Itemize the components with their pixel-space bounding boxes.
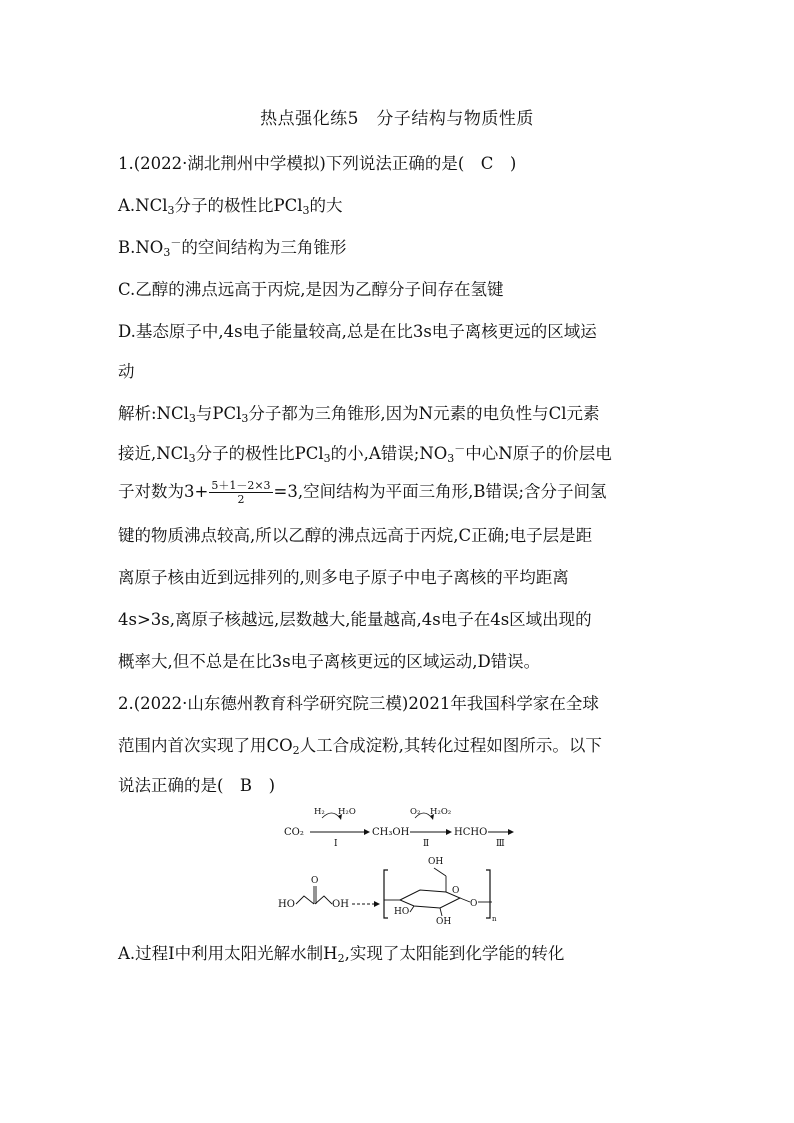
q1-solution-line3 <box>118 478 607 506</box>
bond <box>440 908 442 916</box>
h2o2-label: H₂O₂ <box>430 807 452 817</box>
text: 的空间结构为三角锥形 <box>181 238 347 257</box>
text: B.NO <box>118 238 164 257</box>
text: 与PCl <box>195 404 242 423</box>
q1-option-a <box>118 192 343 217</box>
bond <box>296 896 314 904</box>
q1-option-d-line1: D.基态原子中,4s电子能量较高,总是在比3s电子离核更远的区域运 <box>118 322 597 341</box>
subscript: 3 <box>302 204 310 217</box>
q2-stem-line2 <box>118 732 602 757</box>
q1-option-c: C.乙醇的沸点远高于丙烷,是因为乙醇分子间存在氢键 <box>118 280 504 299</box>
ch3oh-label: CH₃OH <box>372 827 410 838</box>
q2-stem-line1: 2.(2022·山东德州教育科学研究院三模)2021年我国科学家在全球 <box>118 694 599 713</box>
text: 的大 <box>309 196 343 215</box>
arrowhead <box>446 829 452 835</box>
q1-option-d-line2: 动 <box>118 362 135 381</box>
ring-oh-bottom-label: OH <box>436 917 452 925</box>
q1-solution-line1 <box>118 400 600 425</box>
subscript: 2 <box>337 952 345 965</box>
q1-solution-line6: 4s>3s,离原子核越远,层数越大,能量越高,4s电子在4s区域出现的 <box>118 610 592 629</box>
text: 人工合成淀粉,其转化过程如图所示。以下 <box>299 736 602 755</box>
q1-stem: 1.(2022·湖北荆州中学模拟)下列说法正确的是( C ) <box>118 154 517 173</box>
step-1-label: Ⅰ <box>334 839 338 849</box>
ho-label: HO <box>278 899 295 910</box>
text: 分子的极性比PCl <box>174 196 303 215</box>
bond <box>315 896 332 904</box>
subscript: 3 <box>167 204 175 217</box>
ring-o-label: O <box>452 886 460 896</box>
step-2-label: Ⅱ <box>423 839 430 849</box>
step-3-label: Ⅲ <box>496 839 505 849</box>
fraction-numerator: 5＋1－2×3 <box>211 479 271 492</box>
subscript: 3 <box>241 412 249 425</box>
subscript: 3 <box>163 246 171 259</box>
q1-solution-line2 <box>118 440 612 465</box>
ring-ho-label: HO <box>394 907 410 917</box>
subscript: 3 <box>323 452 331 465</box>
superscript: － <box>170 236 182 249</box>
q1-solution-line7: 概率大,但不总是在比3s电子离核更远的区域运动,D错误。 <box>118 652 541 671</box>
left-bracket <box>384 870 388 918</box>
text: 接近,NCl <box>118 444 189 463</box>
link-o-label: O <box>470 899 478 909</box>
h2o-label: H₂O <box>338 807 356 817</box>
subscript: 3 <box>447 452 455 465</box>
arrowhead <box>508 829 514 835</box>
bond <box>460 898 470 902</box>
q2-option-a <box>118 940 564 965</box>
fraction-denominator: 2 <box>237 493 245 506</box>
text: A.NCl <box>118 196 168 215</box>
page-title: 热点强化练5 分子结构与物质性质 <box>260 109 534 129</box>
co2-label: CO₂ <box>284 827 304 838</box>
text: 的小,A错误;NO <box>330 444 448 463</box>
subscript: 3 <box>188 412 196 425</box>
text: 子对数为3+ <box>118 482 209 501</box>
n-subscript-label: n <box>492 915 497 923</box>
arrowhead <box>364 829 370 835</box>
reaction-diagram <box>270 800 530 925</box>
right-bracket <box>486 870 490 918</box>
o2-label: O₂ <box>410 807 421 817</box>
arrowhead <box>374 901 380 907</box>
ring-oh-top-label: OH <box>428 857 444 867</box>
q1-option-b <box>118 234 346 259</box>
subscript: 2 <box>292 744 300 757</box>
h2-label: H₂ <box>314 807 325 817</box>
subscript: 3 <box>188 452 196 465</box>
text: A.过程Ⅰ中利用太阳光解水制H <box>118 944 338 963</box>
bond <box>410 906 414 912</box>
text: =3,空间结构为平面三角形,B错误;含分子间氢 <box>273 482 607 501</box>
oh-label: OH <box>332 899 349 910</box>
text: ,实现了太阳能到化学能的转化 <box>344 944 565 963</box>
text: 分子都为三角锥形,因为N元素的电负性与Cl元素 <box>248 404 600 423</box>
q1-solution-line5: 离原子核由近到远排列的,则多电子原子中电子离核的平均距离 <box>118 568 569 587</box>
hcho-label: HCHO <box>454 827 488 838</box>
superscript: － <box>454 442 466 455</box>
carbonyl-o-label: O <box>311 876 319 886</box>
q1-solution-line4: 键的物质沸点较高,所以乙醇的沸点远高于丙烷,C正确;电子层是距 <box>118 526 593 545</box>
q2-stem-line3: 说法正确的是( B ) <box>118 776 275 795</box>
text: 中心N原子的价层电 <box>465 444 612 463</box>
bond <box>434 868 446 876</box>
text: 分子的极性比PCl <box>195 444 324 463</box>
text: 解析:NCl <box>118 404 189 423</box>
fraction <box>209 479 272 506</box>
text: 范围内首次实现了用CO <box>118 736 293 755</box>
glucose-ring <box>400 890 460 908</box>
